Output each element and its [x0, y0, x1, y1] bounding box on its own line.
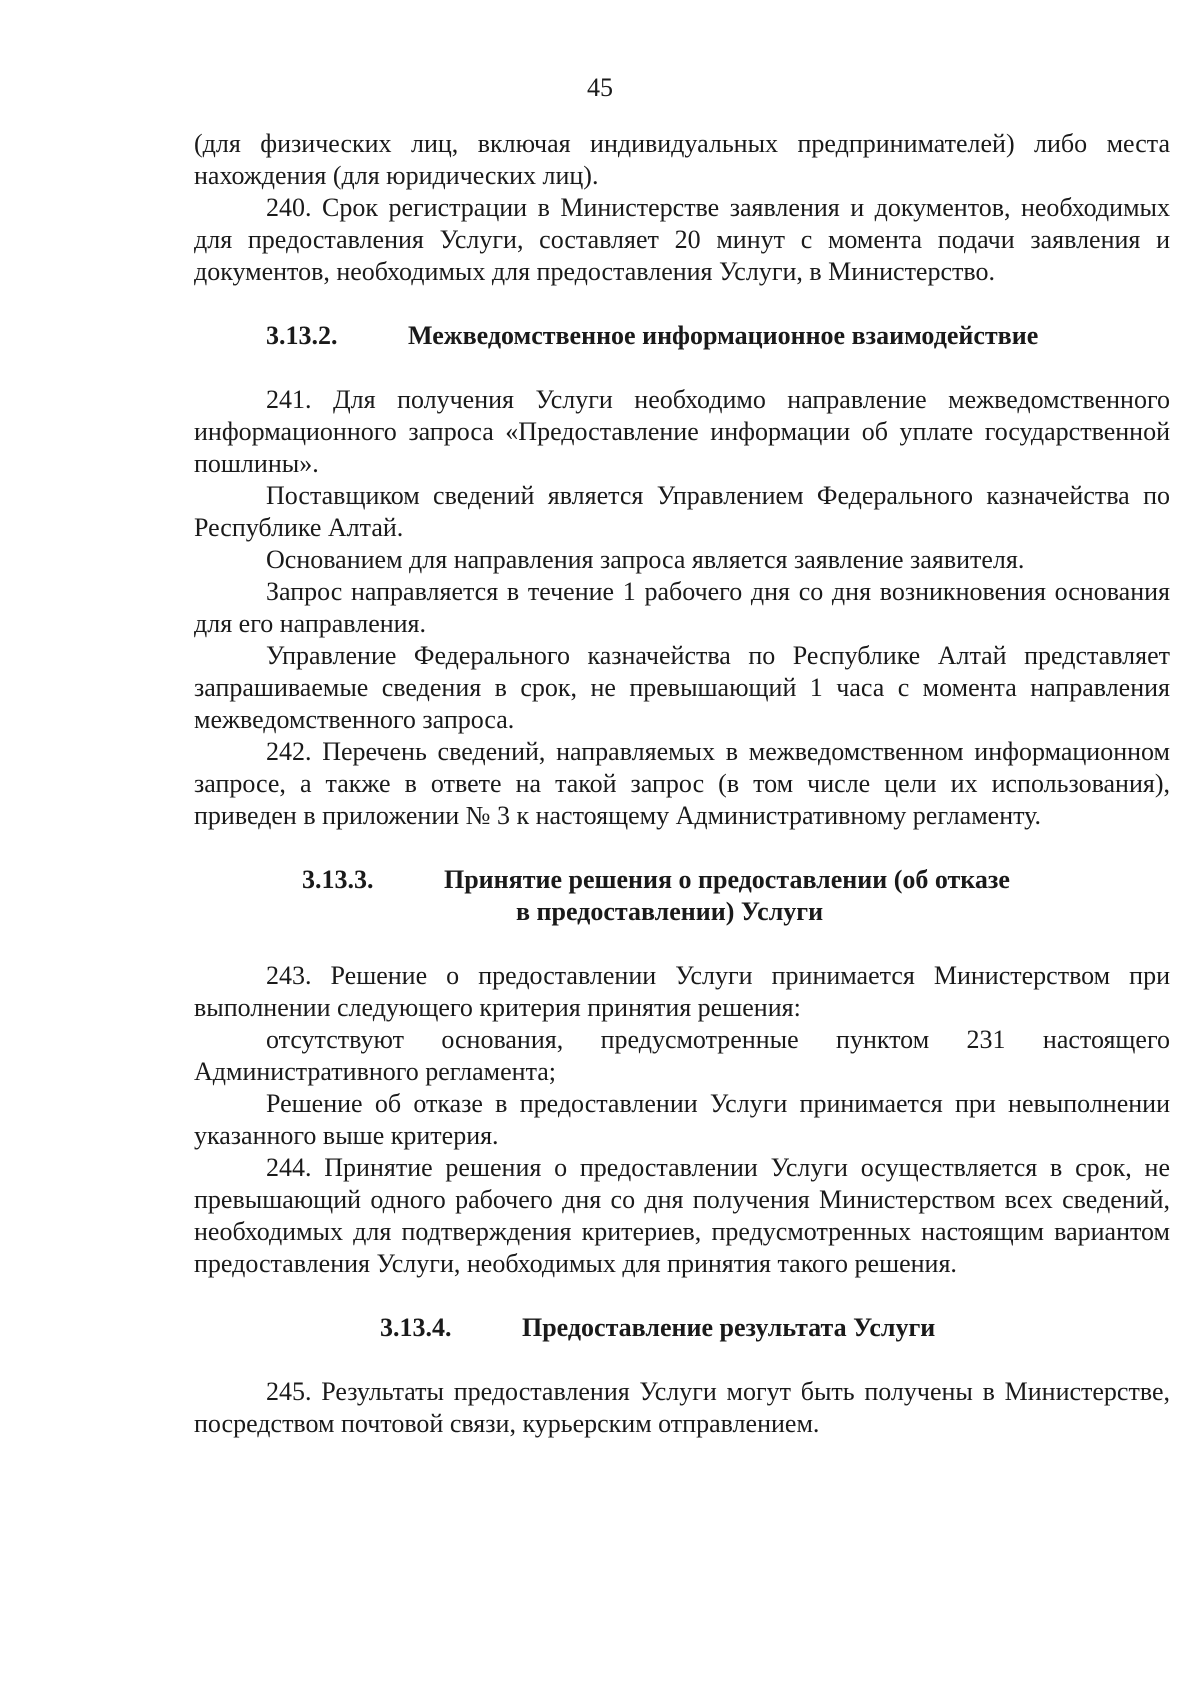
paragraph: 242. Перечень сведений, направляемых в межведомственном информационном запросе, а также в ответе на такой запрос (в том числе цели их использования), приведен в приложении № 3 к настоящему Административному регламенту. — [194, 737, 1170, 830]
paragraph: отсутствуют основания, предусмотренные пунктом 231 настоящего Административного регламента; — [194, 1025, 1170, 1086]
page-number: 45 — [587, 73, 613, 102]
paragraph: 240. Срок регистрации в Министерстве заявления и документов, необходимых для предоставления Услуги, составляет 20 минут с момента подачи заявления и документов, необходимых для предоставления Услуги, в Министерство. — [194, 193, 1170, 286]
paragraph: 245. Результаты предоставления Услуги могут быть получены в Министерстве, посредством почтовой связи, курьерским отправлением. — [194, 1377, 1170, 1438]
section-title: Предоставление результата Услуги — [522, 1313, 936, 1342]
section-title-line-1: Принятие решения о предоставлении (об отказе — [444, 865, 1010, 894]
paragraph: 243. Решение о предоставлении Услуги принимается Министерством при выполнении следующего критерия принятия решения: — [194, 961, 1170, 1022]
spacer — [194, 1280, 1170, 1312]
paragraph: Запрос направляется в течение 1 рабочего дня со дня возникновения основания для его направления. — [194, 577, 1170, 638]
section-title-line-2: в предоставлении) Услуги — [516, 897, 824, 926]
paragraph: 241. Для получения Услуги необходимо направление межведомственного информационного запроса «Предоставление информации об уплате государственной пошлины». — [194, 385, 1170, 478]
section-number: 3.13.2. — [266, 321, 338, 350]
paragraph: 244. Принятие решения о предоставлении Услуги осуществляется в срок, не превышающий одного рабочего дня со дня получения Министерством всех сведений, необходимых для подтверждения критериев, предусмотренных настоящим вариантом предоставления Услуги, необходимых для принятия такого решения. — [194, 1153, 1170, 1278]
paragraph: Основанием для направления запроса является заявление заявителя. — [266, 545, 1025, 574]
paragraph: Поставщиком сведений является Управлением Федерального казначейства по Республике Алтай. — [194, 481, 1170, 542]
spacer — [194, 288, 1170, 320]
section-heading-3-13-3 — [194, 864, 1170, 928]
spacer — [194, 928, 1170, 960]
section-number: 3.13.3. — [302, 865, 374, 894]
document-body — [194, 128, 1170, 1440]
spacer — [194, 352, 1170, 384]
section-heading-3-13-4 — [194, 1312, 1170, 1344]
spacer — [194, 1344, 1170, 1376]
section-title: Межведомственное информационное взаимодействие — [408, 321, 1039, 350]
spacer — [194, 832, 1170, 864]
section-number: 3.13.4. — [380, 1313, 452, 1342]
paragraph: Управление Федерального казначейства по Республике Алтай представляет запрашиваемые сведения в срок, не превышающий 1 часа с момента направления межведомственного запроса. — [194, 641, 1170, 734]
section-heading-3-13-2 — [194, 320, 1170, 352]
paragraph: (для физических лиц, включая индивидуальных предпринимателей) либо места нахождения (для юридических лиц). — [194, 129, 1170, 190]
paragraph: Решение об отказе в предоставлении Услуги принимается при невыполнении указанного выше критерия. — [194, 1089, 1170, 1150]
